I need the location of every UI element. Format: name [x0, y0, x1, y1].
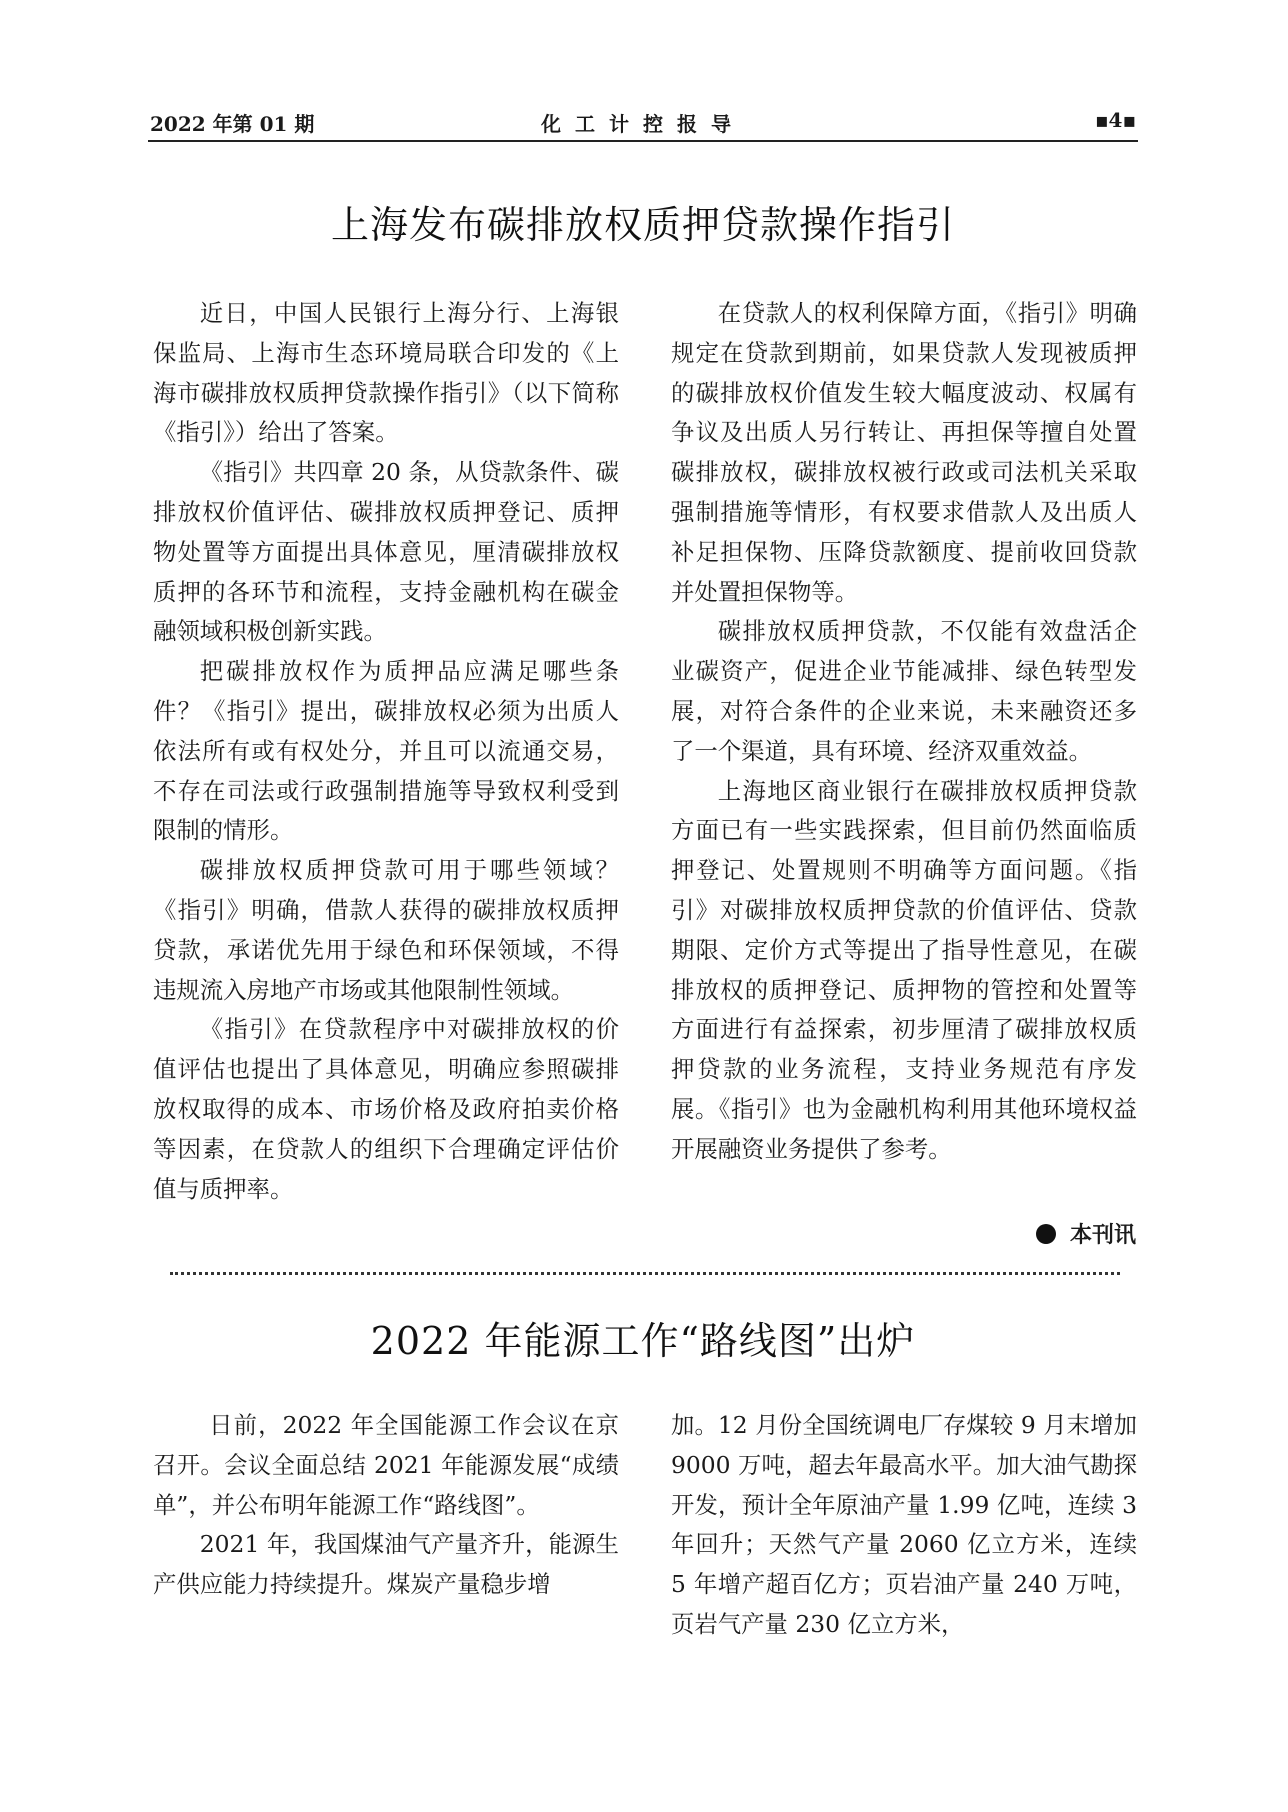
source-label: 本刊讯 [1069, 1223, 1136, 1248]
paragraph: 碳排放权质押贷款可用于哪些领域？《指引》明确，借款人获得的碳排放权质押贷款，承诺优先用于绿色和环保领域，不得违规流入房地产市场或其他限制性领域。 [153, 856, 619, 1004]
issue-label: 2022 年第 01 期 [150, 112, 315, 136]
paragraph: 上海地区商业银行在碳排放权质押贷款方面已有一些实践探索，但目前仍然面临质押登记、处置规则不明确等方面问题。《指引》对碳排放权质押贷款的价值评估、贷款期限、定价方式等提出了指导性意见，在碳排放权的质押登记、质押物的管控和处置等方面进行有益探索，初步厘清了碳排放权质押贷款的业务流程，支持业务规范有序发展。《指引》也为金融机构利用其他环境权益开展融资业务提供了参考。 [671, 776, 1137, 1163]
dotted-divider [170, 1272, 1120, 1275]
article2-left-column [153, 1406, 619, 1605]
paragraph: 把碳排放权作为质押品应满足哪些条件？《指引》提出，碳排放权必须为出质人依法所有或有权处分，并且可以流通交易，不存在司法或行政强制措施等导致权利受到限制的情形。 [153, 657, 619, 845]
paragraph: 2021 年，我国煤油气产量齐升，能源生产供应能力持续提升。煤炭产量稳步增 [153, 1530, 619, 1599]
paragraph: 《指引》在贷款程序中对碳排放权的价值评估也提出了具体意见，明确应参照碳排放权取得的成本、市场价格及政府拍卖价格等因素，在贷款人的组织下合理确定评估价值与质押率。 [153, 1015, 619, 1203]
page-header [148, 104, 1138, 142]
paragraph: 加。12 月份全国统调电厂存煤较 9 月末增加 9000 万吨，超去年最高水平。加大油气勘探开发，预计全年原油产量 1.99 亿吨，连续 3 年回升；天然气产量 2060 亿立方米，连续 5 年增产超百亿方；页岩油产量 240 万吨，页岩气产量 230 亿立方米， [671, 1411, 1137, 1638]
bullet-dot-icon [1036, 1224, 1056, 1244]
paragraph: 碳排放权质押贷款，不仅能有效盘活企业碳资产，促进企业节能减排、绿色转型发展，对符合条件的企业来说，未来融资还多了一个渠道，具有环境、经济双重效益。 [671, 617, 1137, 765]
journal-name: 化工计控报导 [541, 112, 745, 136]
paragraph: 在贷款人的权利保障方面，《指引》明确规定在贷款到期前，如果贷款人发现被质押的碳排放权价值发生较大幅度波动、权属有争议及出质人另行转让、再担保等擅自处置碳排放权，碳排放权被行政或司法机关采取强制措施等情形，有权要求借款人及出质人补足担保物、压降贷款额度、提前收回贷款并处置担保物等。 [671, 299, 1137, 606]
article2-right-column [671, 1406, 1137, 1645]
page-number: ▪4▪ [1094, 108, 1136, 132]
article1-source [1036, 1218, 1136, 1249]
paragraph: 日前，2022 年全国能源工作会议在京召开。会议全面总结 2021 年能源发展“成绩单”，并公布明年能源工作“路线图”。 [153, 1411, 619, 1519]
article1-title: 上海发布碳排放权质押贷款操作指引 [330, 203, 955, 247]
article1-right-column [671, 294, 1137, 1170]
article2-title: 2022 年能源工作“路线图”出炉 [370, 1319, 916, 1363]
paragraph: 《指引》共四章 20 条，从贷款条件、碳排放权价值评估、碳排放权质押登记、质押物处置等方面提出具体意见，厘清碳排放权质押的各环节和流程，支持金融机构在碳金融领域积极创新实践。 [153, 458, 619, 646]
article1-left-column [153, 294, 619, 1209]
paragraph: 近日，中国人民银行上海分行、上海银保监局、上海市生态环境局联合印发的《上海市碳排放权质押贷款操作指引》（以下简称《指引》）给出了答案。 [153, 299, 619, 447]
